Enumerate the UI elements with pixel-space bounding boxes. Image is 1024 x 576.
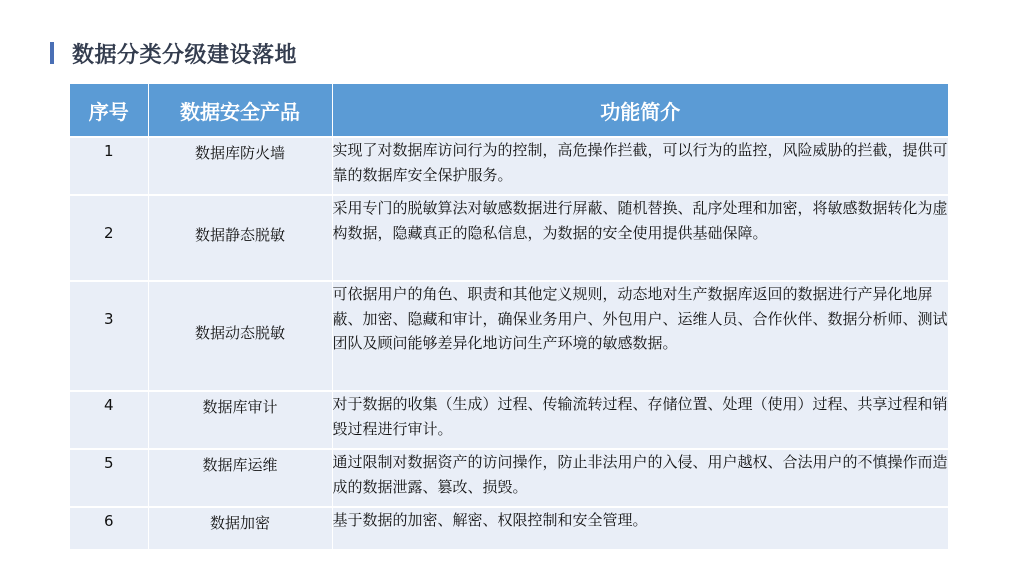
product-description: 基于数据的加密、解密、权限控制和安全管理。 <box>332 507 948 549</box>
table-header-row <box>70 84 948 137</box>
row-number: 6 <box>70 507 148 549</box>
row-number: 2 <box>70 195 148 281</box>
row-number: 3 <box>70 281 148 391</box>
table-row <box>70 449 948 507</box>
row-number: 5 <box>70 449 148 507</box>
header-product: 数据安全产品 <box>148 84 332 137</box>
header-no: 序号 <box>70 84 148 137</box>
product-description: 通过限制对数据资产的访问操作，防止非法用户的入侵、用户越权、合法用户的不慎操作而造成的数据泄露、篡改、损毁。 <box>332 449 948 507</box>
table-row <box>70 391 948 449</box>
product-description: 对于数据的收集（生成）过程、传输流转过程、存储位置、处理（使用）过程、共享过程和销毁过程进行审计。 <box>332 391 948 449</box>
row-number: 4 <box>70 391 148 449</box>
product-description: 采用专门的脱敏算法对敏感数据进行屏蔽、随机替换、乱序处理和加密，将敏感数据转化为虚构数据，隐藏真正的隐私信息，为数据的安全使用提供基础保障。 <box>332 195 948 281</box>
header-description: 功能简介 <box>332 84 948 137</box>
product-name: 数据库防火墙 <box>148 137 332 195</box>
product-name: 数据库运维 <box>148 449 332 507</box>
product-name: 数据库审计 <box>148 391 332 449</box>
product-name: 数据静态脱敏 <box>148 195 332 281</box>
page-title: 数据分类分级建设落地 <box>72 43 298 68</box>
table-row <box>70 137 948 195</box>
title-accent-bar <box>50 42 54 64</box>
product-description: 可依据用户的角色、职责和其他定义规则，动态地对生产数据库返回的数据进行产异化地屏蔽、加密、隐藏和审计，确保业务用户、外包用户、运维人员、合作伙伴、数据分析师、测试团队及顾问能够差异化地访问生产环境的敏感数据。 <box>332 281 948 391</box>
product-name: 数据动态脱敏 <box>148 281 332 391</box>
row-number: 1 <box>70 137 148 195</box>
table-row <box>70 507 948 549</box>
product-table <box>70 84 948 549</box>
product-description: 实现了对数据库访问行为的控制，高危操作拦截，可以行为的监控，风险威胁的拦截，提供可靠的数据库安全保护服务。 <box>332 137 948 195</box>
table-row <box>70 281 948 391</box>
table-row <box>70 195 948 281</box>
product-name: 数据加密 <box>148 507 332 549</box>
